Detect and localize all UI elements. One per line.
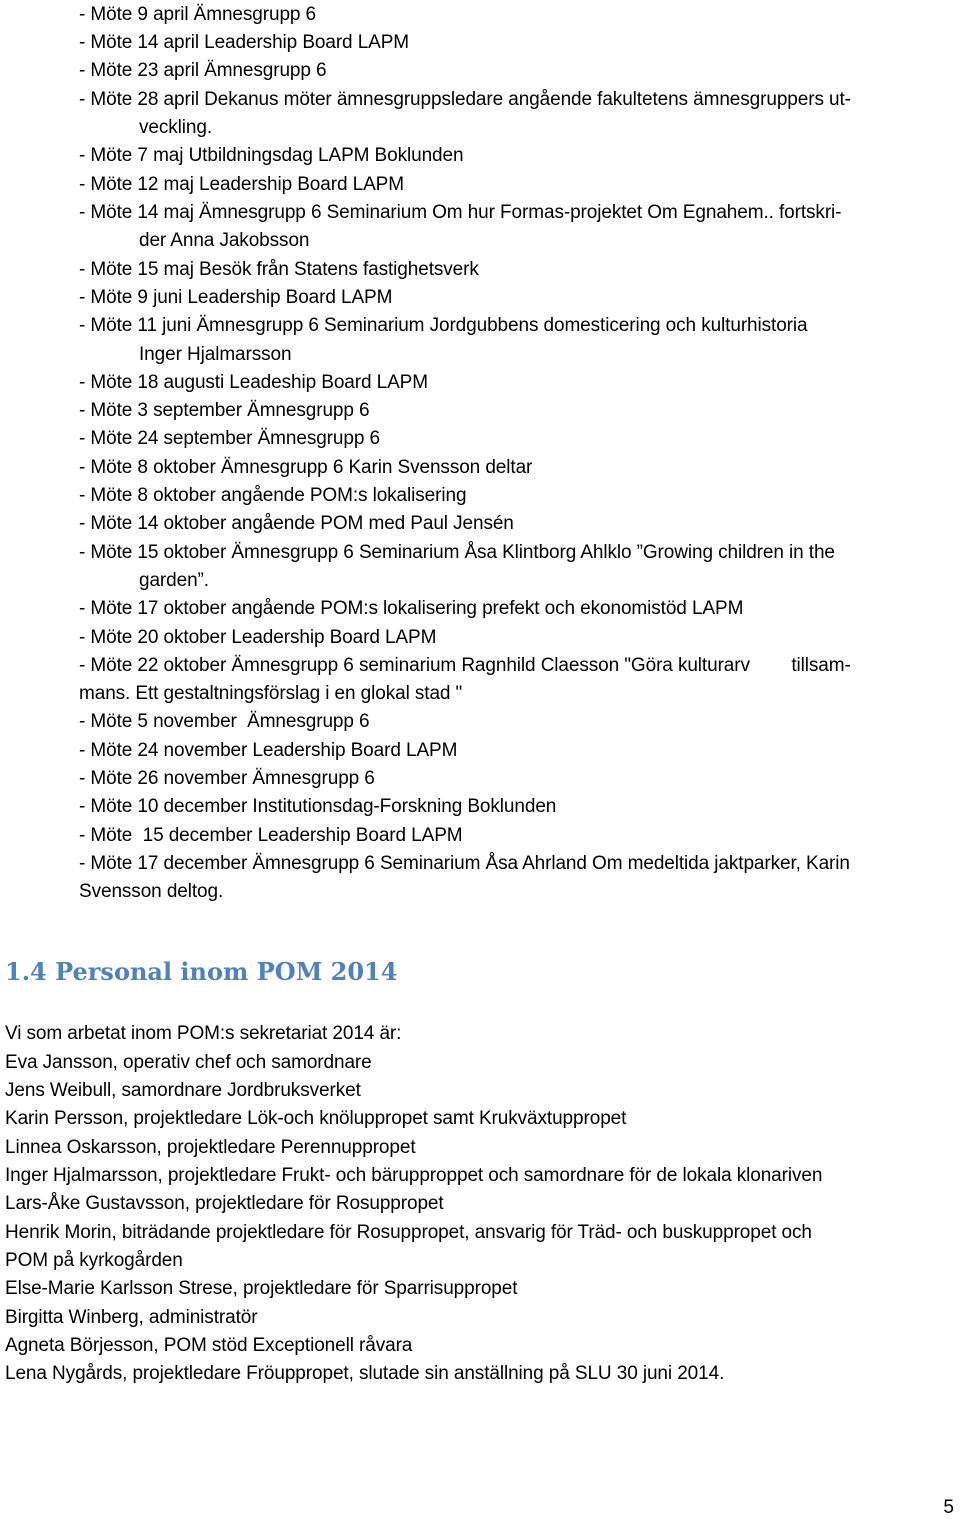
meeting-line: - Möte 8 oktober Ämnesgrupp 6 Karin Svensson deltar <box>79 457 533 478</box>
meeting-line: - Möte 20 oktober Leadership Board LAPM <box>79 627 437 648</box>
meeting-line: - Möte 15 december Leadership Board LAPM <box>79 825 463 846</box>
staff-line: Eva Jansson, operativ chef och samordnare <box>5 1052 372 1073</box>
meeting-line: - Möte 15 oktober Ämnesgrupp 6 Seminarium Åsa Klintborg Ahlklo ”Growing children in the <box>79 542 835 563</box>
staff-line: Henrik Morin, biträdande projektledare för Rosuppropet, ansvarig för Träd- och buskuppropet och <box>5 1222 812 1243</box>
meeting-line-continuation: veckling. <box>139 117 213 138</box>
meeting-line: - Möte 26 november Ämnesgrupp 6 <box>79 768 375 789</box>
meeting-line-continuation: Inger Hjalmarsson <box>139 344 292 365</box>
meeting-line: - Möte 10 december Institutionsdag-Forskning Boklunden <box>79 796 557 817</box>
staff-line: Linnea Oskarsson, projektledare Perennuppropet <box>5 1137 416 1158</box>
section-heading: 1.4 Personal inom POM 2014 <box>5 957 398 986</box>
meeting-line-continuation: Svensson deltog. <box>79 881 224 902</box>
meeting-line: - Möte 11 juni Ämnesgrupp 6 Seminarium Jordgubbens domesticering och kulturhistoria <box>79 315 808 336</box>
meeting-line-continuation: der Anna Jakobsson <box>139 230 310 251</box>
meeting-line-continuation: garden”. <box>139 570 209 591</box>
meeting-line: - Möte 3 september Ämnesgrupp 6 <box>79 400 370 421</box>
staff-line: Jens Weibull, samordnare Jordbruksverket <box>5 1080 361 1101</box>
meeting-line: - Möte 9 juni Leadership Board LAPM <box>79 287 393 308</box>
meeting-line: - Möte 8 oktober angående POM:s lokalisering <box>79 485 467 506</box>
staff-line: Else-Marie Karlsson Strese, projektledare för Sparrisuppropet <box>5 1278 518 1299</box>
staff-line-continuation: POM på kyrkogården <box>5 1250 183 1271</box>
meeting-line: - Möte 24 september Ämnesgrupp 6 <box>79 428 380 449</box>
meeting-line: - Möte 17 oktober angående POM:s lokalisering prefekt och ekonomistöd LAPM <box>79 598 744 619</box>
meeting-line: - Möte 12 maj Leadership Board LAPM <box>79 174 404 195</box>
meeting-line: - Möte 9 april Ämnesgrupp 6 <box>79 4 317 25</box>
meeting-line: - Möte 14 maj Ämnesgrupp 6 Seminarium Om hur Formas-projektet Om Egnahem.. fortskri- <box>79 202 842 223</box>
meeting-line: - Möte 23 april Ämnesgrupp 6 <box>79 60 327 81</box>
meeting-line: - Möte 15 maj Besök från Statens fastighetsverk <box>79 259 479 280</box>
staff-line: Karin Persson, projektledare Lök-och knöluppropet samt Krukväxtuppropet <box>5 1108 627 1129</box>
staff-line: Lena Nygårds, projektledare Fröuppropet, slutade sin anställning på SLU 30 juni 2014. <box>5 1363 725 1384</box>
meeting-line: - Möte 5 november Ämnesgrupp 6 <box>79 711 370 732</box>
staff-line: Agneta Börjesson, POM stöd Exceptionell råvara <box>5 1335 413 1356</box>
staff-line: Inger Hjalmarsson, projektledare Frukt- och bärupproppet och samordnare för de lokala klonariven <box>5 1165 823 1186</box>
meeting-line: - Möte 17 december Ämnesgrupp 6 Seminarium Åsa Ahrland Om medeltida jaktparker, Karin <box>79 853 850 874</box>
section-intro: Vi som arbetat inom POM:s sekretariat 2014 är: <box>5 1023 402 1044</box>
meeting-line: - Möte 24 november Leadership Board LAPM <box>79 740 458 761</box>
meeting-line: - Möte 22 oktober Ämnesgrupp 6 seminarium Ragnhild Claesson "Göra kulturarv tillsam- <box>79 655 851 676</box>
meeting-line: - Möte 14 april Leadership Board LAPM <box>79 32 410 53</box>
staff-line: Lars-Åke Gustavsson, projektledare för Rosuppropet <box>5 1193 444 1214</box>
meeting-line: - Möte 18 augusti Leadeship Board LAPM <box>79 372 428 393</box>
staff-line: Birgitta Winberg, administratör <box>5 1307 258 1328</box>
meeting-line: - Möte 7 maj Utbildningsdag LAPM Boklunden <box>79 145 464 166</box>
page-number: 5 <box>943 1497 954 1518</box>
meeting-line: - Möte 14 oktober angående POM med Paul Jensén <box>79 513 514 534</box>
meeting-line: - Möte 28 april Dekanus möter ämnesgruppsledare angående fakultetens ämnesgruppers ut- <box>79 89 851 110</box>
meeting-line-continuation: mans. Ett gestaltningsförslag i en glokal stad " <box>79 683 463 704</box>
